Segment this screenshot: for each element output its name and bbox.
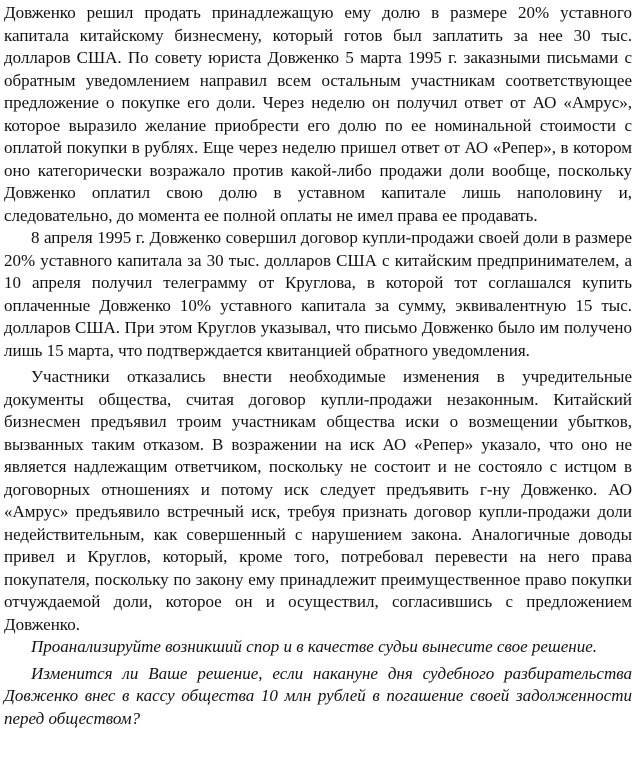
paragraph-2: 8 апреля 1995 г. Довженко совершил договор купли-продажи своей доли в размере 20% уставного капитала за 30 тыс. долларов США с китайским предпринимателем, а 10 апреля получил телеграмму от Круглова, в которой тот соглашался купить оплаченные Довженко 10% уставного капитала за сумму, эквивалентную 15 тыс. долларов США. При этом Круглов указывал, что письмо Довженко было им получено лишь 15 марта, что подтверждается квитанцией обратного уведомления. [4,228,632,360]
paragraph-3: Участники отказались внести необходимые изменения в учредительные документы общества, считая договор купли-продажи незаконным. Китайский бизнесмен предъявил троим участникам общества иски о возмещении убытков, вызванных таким отказом. В возражении на иск АО «Репер» указало, что оно не является надлежащим ответчиком, поскольку не состоит и не состояло с истцом в договорных отношениях и потому иск следует предъявить г-ну Довженко. АО «Амрус» предъявило встречный иск, требуя признать договор купли-продажи доли недействительным, как совершенный с нарушением закона. Аналогичные доводы привел и Круглов, который, кроме того, потребовал перевести на него права покупателя, поскольку по закону ему принадлежит преимущественное право покупки отчуждаемой доли, которое он и осуществил, согласившись с предложением Довженко. [4,367,632,634]
question-2: Изменится ли Ваше решение, если накануне дня судебного разбирательства Довженко внес в кассу общества 10 млн рублей в погашение своей задолженности перед обществом? [4,663,632,728]
paragraph-1: Довженко решил продать принадлежащую ему долю в размере 20% уставного капитала китайскому бизнесмену, который готов был заплатить за нее 30 тыс. долларов США. По совету юриста Довженко 5 марта 1995 г. заказными письмами с обратным уведомлением направил всем остальным участникам соответствующее предложение о покупке его доли. Через неделю он получил ответ от АО «Амрус», которое выразило желание приобрести его долю по ее номинальной стоимости с оплатой покупки в рублях. Еще через неделю пришел ответ от АО «Репер», в котором оно категорически возражало против какой-либо продажи доли вообще, поскольку Довженко оплатил свою долю в уставном капитале лишь наполовину и, следовательно, до момента ее полной оплаты не имел права ее продавать. [4,3,632,225]
question-1: Проанализируйте возникший спор и в качестве судьи вынесите свое решение. [31,637,598,656]
